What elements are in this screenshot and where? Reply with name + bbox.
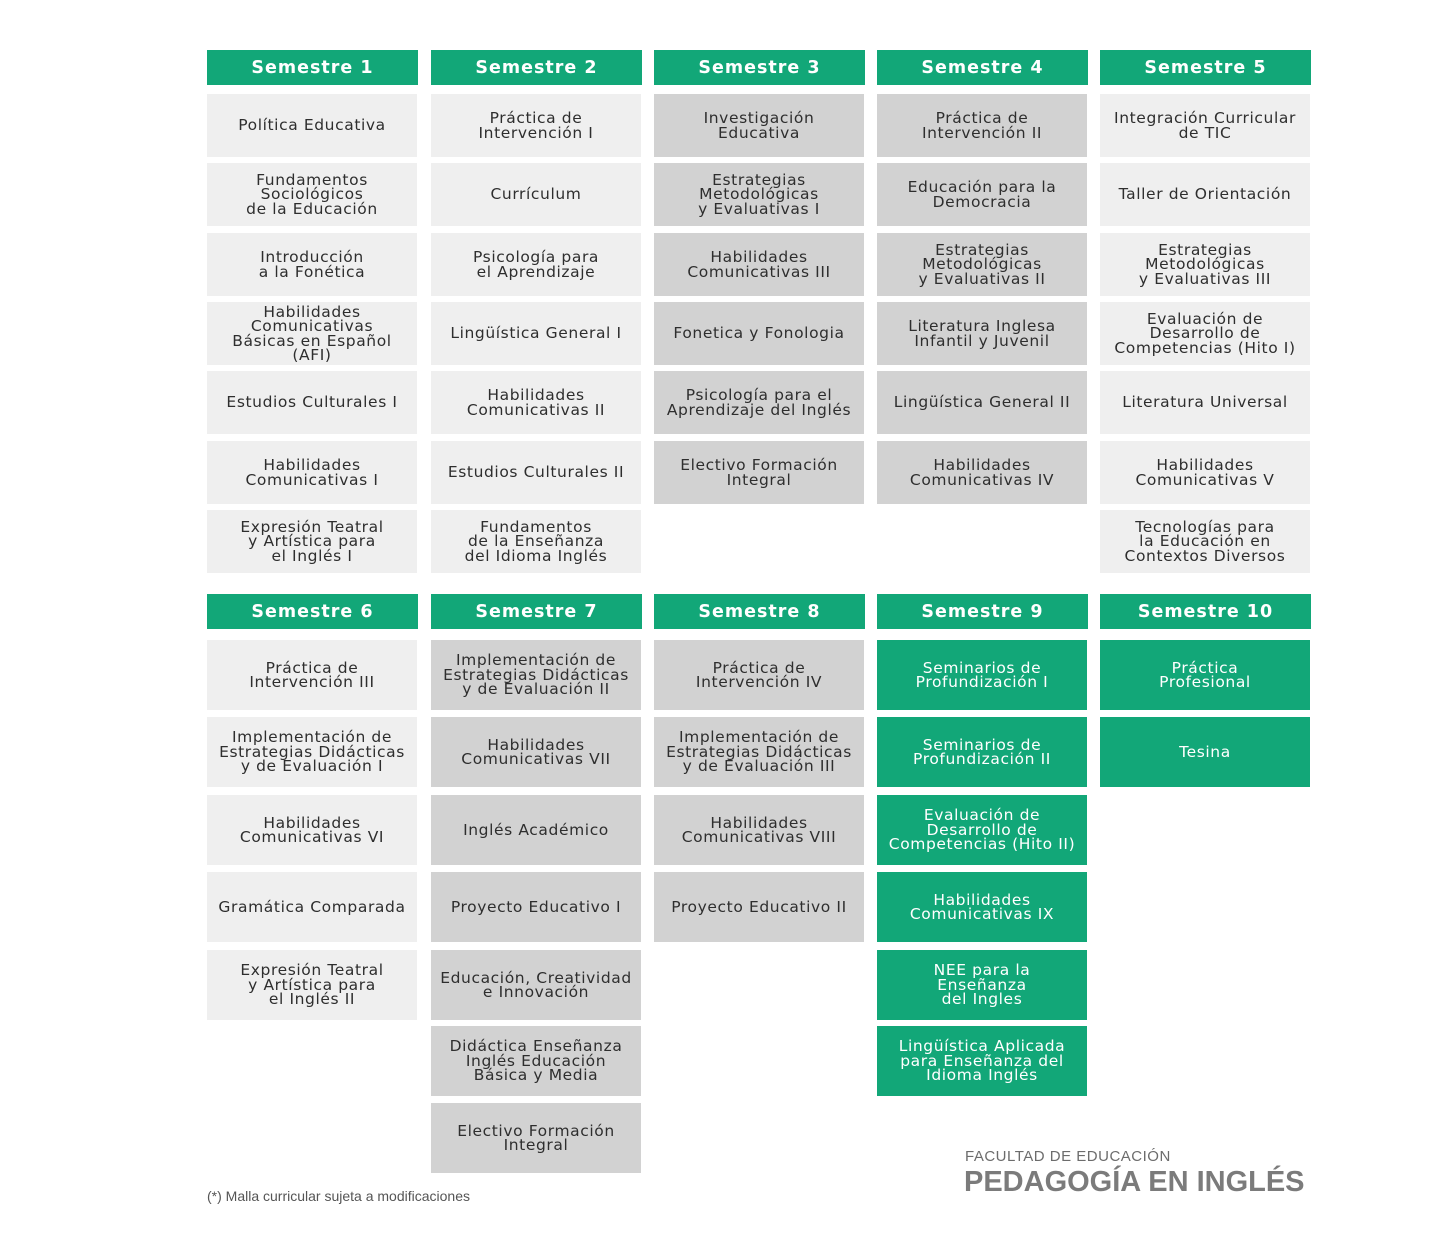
- course-cell: Implementación de Estrategias Didácticas y de Evaluación III: [654, 717, 864, 787]
- course-cell: Implementación de Estrategias Didácticas y de Evaluación I: [207, 717, 417, 787]
- semester-6-header: Semestre 6: [207, 594, 418, 629]
- course-cell: Electivo Formación Integral: [654, 441, 864, 504]
- course-cell: Evaluación de Desarrollo de Competencias (Hito I): [1100, 302, 1310, 365]
- footnote: (*) Malla curricular sujeta a modificaciones: [207, 1188, 470, 1204]
- course-cell: Literatura Inglesa Infantil y Juvenil: [877, 302, 1087, 365]
- course-cell: Habilidades Comunicativas VIII: [654, 795, 864, 865]
- course-cell: Práctica de Intervención I: [431, 94, 641, 157]
- semester-7-header: Semestre 7: [431, 594, 642, 629]
- course-cell: Electivo Formación Integral: [431, 1103, 641, 1173]
- course-cell: Habilidades Comunicativas III: [654, 233, 864, 296]
- course-cell: Psicología para el Aprendizaje del Inglés: [654, 371, 864, 434]
- course-cell: Expresión Teatral y Artística para el Inglés II: [207, 950, 417, 1020]
- course-cell: Habilidades Comunicativas II: [431, 371, 641, 434]
- course-cell: Introducción a la Fonética: [207, 233, 417, 296]
- course-cell: Fundamentos Sociológicos de la Educación: [207, 163, 417, 226]
- semester-5-header: Semestre 5: [1100, 50, 1311, 85]
- course-cell: Educación, Creatividad e Innovación: [431, 950, 641, 1020]
- course-cell: Habilidades Comunicativas VII: [431, 717, 641, 787]
- course-cell: Estudios Culturales II: [431, 441, 641, 504]
- semester-3-header: Semestre 3: [654, 50, 865, 85]
- course-cell: Tecnologías para la Educación en Contextos Diversos: [1100, 510, 1310, 573]
- course-cell: Estrategias Metodológicas y Evaluativas III: [1100, 233, 1310, 296]
- course-cell: NEE para la Enseñanza del Ingles: [877, 950, 1087, 1020]
- semester-4-header: Semestre 4: [877, 50, 1088, 85]
- course-cell: Expresión Teatral y Artística para el Inglés I: [207, 510, 417, 573]
- course-cell: Habilidades Comunicativas V: [1100, 441, 1310, 504]
- faculty-subtitle: FACULTAD DE EDUCACIÓN: [965, 1148, 1171, 1165]
- course-cell: Seminarios de Profundización II: [877, 717, 1087, 787]
- course-cell: Práctica de Intervención III: [207, 640, 417, 710]
- semester-2-header: Semestre 2: [431, 50, 642, 85]
- course-cell: Práctica de Intervención IV: [654, 640, 864, 710]
- course-cell: Estrategias Metodológicas y Evaluativas I: [654, 163, 864, 226]
- course-cell: Fundamentos de la Enseñanza del Idioma Inglés: [431, 510, 641, 573]
- course-cell: Psicología para el Aprendizaje: [431, 233, 641, 296]
- course-cell: Política Educativa: [207, 94, 417, 157]
- semester-9-header: Semestre 9: [877, 594, 1088, 629]
- semester-1-header: Semestre 1: [207, 50, 418, 85]
- course-cell: Habilidades Comunicativas I: [207, 441, 417, 504]
- program-title: PEDAGOGÍA EN INGLÉS: [964, 1166, 1305, 1198]
- course-cell: Lingüística General II: [877, 371, 1087, 434]
- course-cell: Implementación de Estrategias Didácticas y de Evaluación II: [431, 640, 641, 710]
- course-cell: Lingüística General I: [431, 302, 641, 365]
- course-cell: Habilidades Comunicativas IX: [877, 872, 1087, 942]
- course-cell: Currículum: [431, 163, 641, 226]
- course-cell: Habilidades Comunicativas Básicas en Español (AFI): [207, 302, 417, 365]
- course-cell: Inglés Académico: [431, 795, 641, 865]
- course-cell: Estrategias Metodológicas y Evaluativas II: [877, 233, 1087, 296]
- course-cell: Taller de Orientación: [1100, 163, 1310, 226]
- course-cell: Lingüística Aplicada para Enseñanza del Idioma Inglés: [877, 1026, 1087, 1096]
- course-cell: Literatura Universal: [1100, 371, 1310, 434]
- course-cell: Habilidades Comunicativas IV: [877, 441, 1087, 504]
- course-cell: Proyecto Educativo II: [654, 872, 864, 942]
- course-cell: Educación para la Democracia: [877, 163, 1087, 226]
- course-cell: Integración Curricular de TIC: [1100, 94, 1310, 157]
- course-cell: Habilidades Comunicativas VI: [207, 795, 417, 865]
- course-cell: Tesina: [1100, 717, 1310, 787]
- course-cell: Seminarios de Profundización I: [877, 640, 1087, 710]
- course-cell: Estudios Culturales I: [207, 371, 417, 434]
- course-cell: Didáctica Enseñanza Inglés Educación Básica y Media: [431, 1026, 641, 1096]
- semester-8-header: Semestre 8: [654, 594, 865, 629]
- semester-10-header: Semestre 10: [1100, 594, 1311, 629]
- course-cell: Proyecto Educativo I: [431, 872, 641, 942]
- course-cell: Práctica de Intervención II: [877, 94, 1087, 157]
- course-cell: Fonetica y Fonologia: [654, 302, 864, 365]
- course-cell: Gramática Comparada: [207, 872, 417, 942]
- course-cell: Evaluación de Desarrollo de Competencias (Hito II): [877, 795, 1087, 865]
- course-cell: Práctica Profesional: [1100, 640, 1310, 710]
- course-cell: Investigación Educativa: [654, 94, 864, 157]
